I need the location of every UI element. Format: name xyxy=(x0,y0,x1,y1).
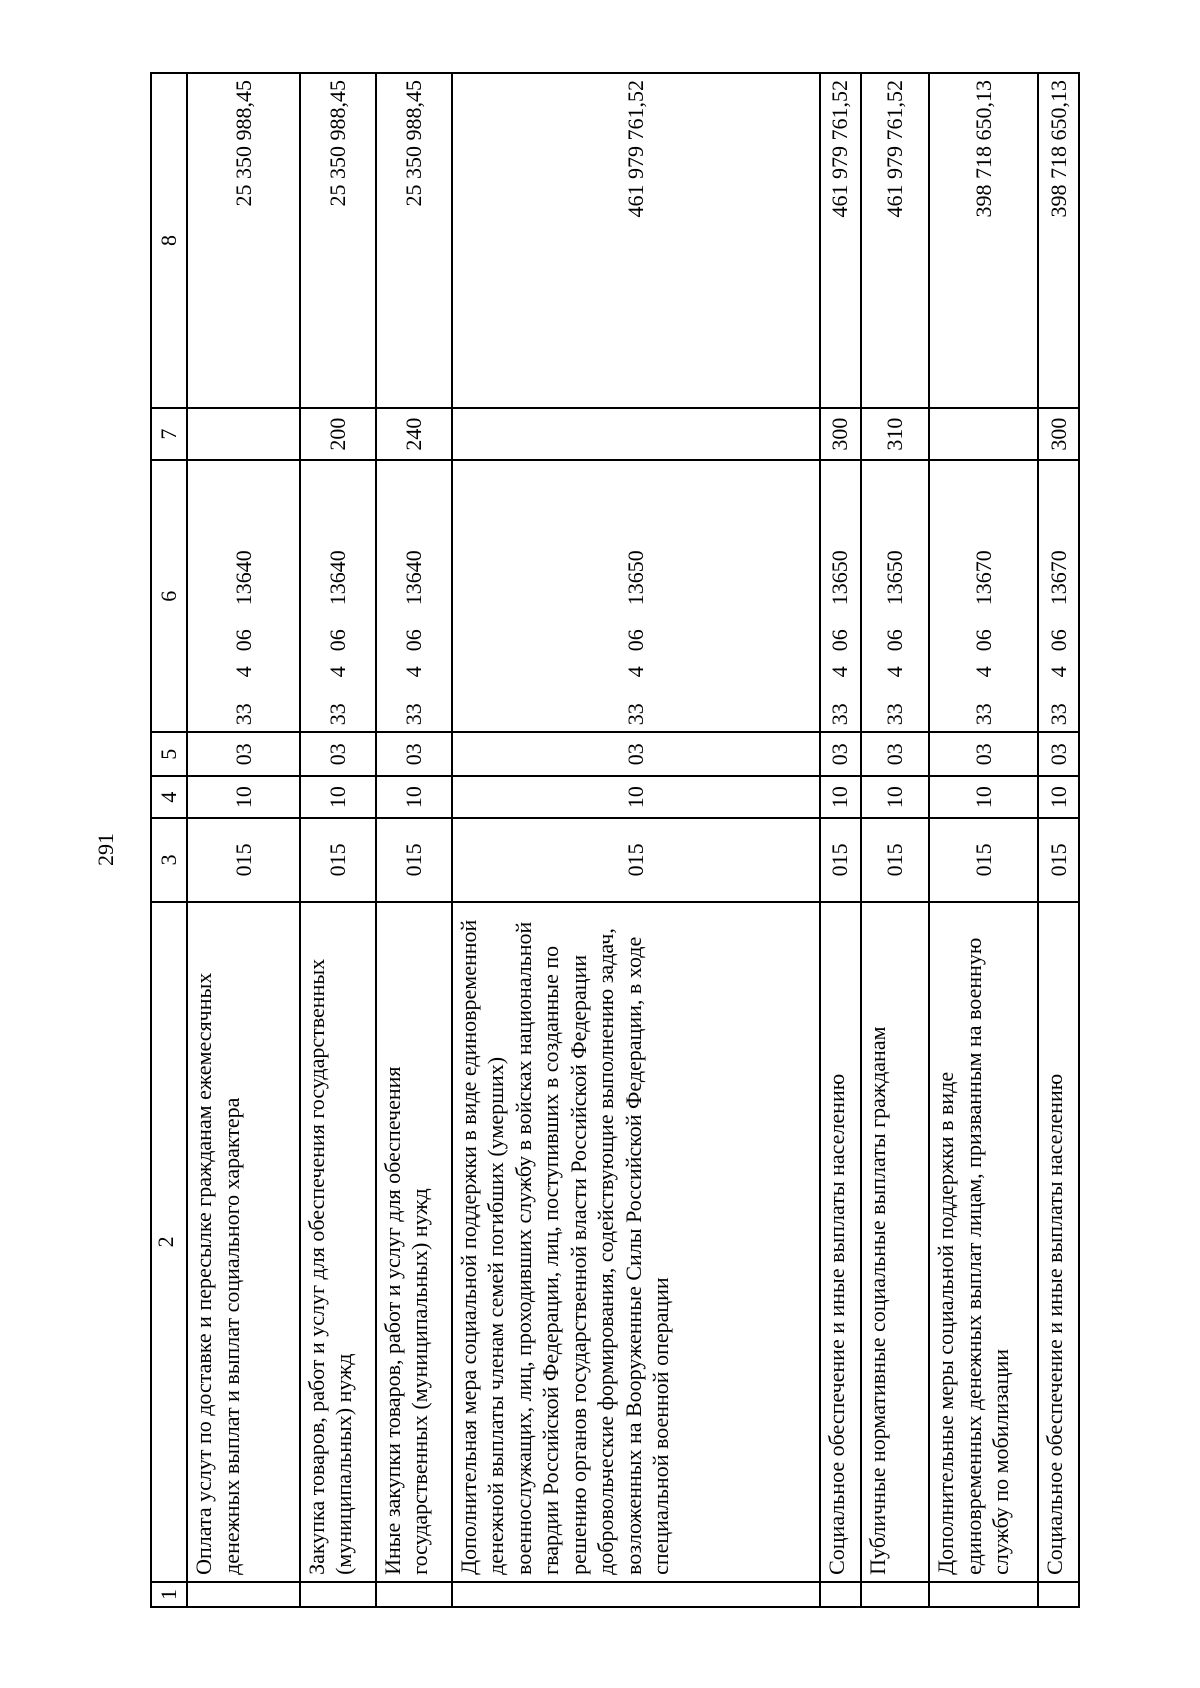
table-row xyxy=(820,73,861,1607)
cell-code-7 xyxy=(187,408,300,460)
header-col-6: 6 xyxy=(151,460,187,732)
target-code-part: 33 xyxy=(623,703,649,726)
table-row xyxy=(300,73,376,1607)
cell-name: Иные закупки товаров, работ и услуг для обеспечения государственных (муниципальных) нужд xyxy=(376,902,452,1582)
cell-name: Дополнительная мера социальной поддержки в виде единовременной денежной выплаты членам семей погибших (умерших) военнослужащих, лиц, проходивших службу в войсках национальной гвардии Российской Федерации, лиц, поступивших в созданные по решению органов государственной власти Российской Федерации добровольческие формирования, содействующие выполнению задач, возложенных на Вооруженные Силы Российской Федерации, в ходе специальной военной операции xyxy=(452,902,820,1582)
page-number: 291 xyxy=(93,833,118,866)
cell-target-code xyxy=(187,460,300,732)
cell-code-5: 03 xyxy=(820,732,861,776)
cell-col-1 xyxy=(861,1582,930,1607)
cell-amount: 461 979 761,52 xyxy=(861,73,930,408)
cell-amount: 398 718 650,13 xyxy=(1038,73,1079,408)
cell-code-3: 015 xyxy=(300,818,376,902)
target-code-part: 06 xyxy=(970,629,996,652)
target-code-part: 06 xyxy=(827,629,853,652)
cell-name: Закупка товаров, работ и услуг для обеспечения государственных (муниципальных) нужд xyxy=(300,902,376,1582)
target-code-part: 06 xyxy=(230,629,256,652)
cell-amount: 461 979 761,52 xyxy=(452,73,820,408)
cell-code-3: 015 xyxy=(376,818,452,902)
header-col-4: 4 xyxy=(151,776,187,818)
table-row xyxy=(452,73,820,1607)
header-col-8: 8 xyxy=(151,73,187,408)
cell-code-4: 10 xyxy=(929,776,1037,818)
target-code-part: 33 xyxy=(970,703,996,726)
cell-code-3: 015 xyxy=(820,818,861,902)
cell-amount: 25 350 988,45 xyxy=(187,73,300,408)
cell-code-7: 240 xyxy=(376,408,452,460)
target-code-part: 06 xyxy=(623,629,649,652)
target-code-part: 33 xyxy=(827,703,853,726)
cell-amount: 461 979 761,52 xyxy=(820,73,861,408)
cell-col-1 xyxy=(376,1582,452,1607)
cell-code-4: 10 xyxy=(820,776,861,818)
cell-code-4: 10 xyxy=(861,776,930,818)
cell-name: Оплата услут по доставке и пересылке гражданам ежемесячных денежных выплат и выплат социального характера xyxy=(187,902,300,1582)
table-row xyxy=(861,73,930,1607)
cell-code-3: 015 xyxy=(452,818,820,902)
cell-code-4: 10 xyxy=(1038,776,1079,818)
table-header-row xyxy=(151,73,187,1607)
target-code-part: 33 xyxy=(882,703,908,726)
cell-col-1 xyxy=(1038,1582,1079,1607)
header-col-1: 1 xyxy=(151,1582,187,1607)
target-code-part: 4 xyxy=(230,666,256,678)
cell-code-7: 300 xyxy=(1038,408,1079,460)
budget-table xyxy=(150,72,1080,1608)
target-code-part: 4 xyxy=(970,666,996,678)
target-code-part: 06 xyxy=(882,629,908,652)
cell-name: Дополнительные меры социальной поддержки в виде единовременных денежных выплат лицам, призванным на военную службу по мобилизации xyxy=(929,902,1037,1582)
cell-col-1 xyxy=(452,1582,820,1607)
cell-target-code xyxy=(452,460,820,732)
cell-code-5: 03 xyxy=(861,732,930,776)
cell-target-code xyxy=(1038,460,1079,732)
cell-code-3: 015 xyxy=(929,818,1037,902)
target-code-part: 4 xyxy=(623,666,649,678)
target-code-part: 4 xyxy=(882,666,908,678)
target-code-part: 33 xyxy=(1045,703,1071,726)
rotated-table-container xyxy=(150,72,1080,1608)
cell-code-4: 10 xyxy=(187,776,300,818)
cell-target-code xyxy=(376,460,452,732)
cell-name: Социальное обеспечение и иные выплаты населению xyxy=(1038,902,1079,1582)
cell-code-7 xyxy=(929,408,1037,460)
cell-code-5: 03 xyxy=(452,732,820,776)
table-row xyxy=(376,73,452,1607)
target-code-part: 33 xyxy=(230,703,256,726)
target-code-part: 13640 xyxy=(230,550,256,606)
header-col-5: 5 xyxy=(151,732,187,776)
header-col-3: 3 xyxy=(151,818,187,902)
cell-code-5: 03 xyxy=(1038,732,1079,776)
header-col-7: 7 xyxy=(151,408,187,460)
cell-col-1 xyxy=(820,1582,861,1607)
target-code-part: 13670 xyxy=(970,550,996,606)
cell-code-5: 03 xyxy=(376,732,452,776)
table-row xyxy=(929,73,1037,1607)
target-code-part: 13650 xyxy=(623,550,649,606)
target-code-part: 4 xyxy=(827,666,853,678)
header-col-2: 2 xyxy=(151,902,187,1582)
cell-amount: 25 350 988,45 xyxy=(376,73,452,408)
cell-amount: 25 350 988,45 xyxy=(300,73,376,408)
cell-code-7: 310 xyxy=(861,408,930,460)
target-code-part: 4 xyxy=(1045,666,1071,678)
cell-target-code xyxy=(820,460,861,732)
cell-code-3: 015 xyxy=(861,818,930,902)
target-code-part: 06 xyxy=(1045,629,1071,652)
cell-name: Публичные нормативные социальные выплаты гражданам xyxy=(861,902,930,1582)
cell-col-1 xyxy=(187,1582,300,1607)
cell-target-code xyxy=(861,460,930,732)
target-code-part: 06 xyxy=(401,629,427,652)
target-code-part: 13650 xyxy=(827,550,853,606)
cell-code-3: 015 xyxy=(1038,818,1079,902)
target-code-part: 06 xyxy=(325,629,351,652)
cell-code-7: 300 xyxy=(820,408,861,460)
target-code-part: 13670 xyxy=(1045,550,1071,606)
cell-code-4: 10 xyxy=(376,776,452,818)
table-row xyxy=(1038,73,1079,1607)
target-code-part: 4 xyxy=(325,666,351,678)
target-code-part: 13640 xyxy=(401,550,427,606)
table-row xyxy=(187,73,300,1607)
cell-code-4: 10 xyxy=(300,776,376,818)
cell-code-5: 03 xyxy=(929,732,1037,776)
cell-target-code xyxy=(929,460,1037,732)
cell-code-5: 03 xyxy=(300,732,376,776)
target-code-part: 4 xyxy=(401,666,427,678)
cell-col-1 xyxy=(300,1582,376,1607)
cell-code-7: 200 xyxy=(300,408,376,460)
cell-amount: 398 718 650,13 xyxy=(929,73,1037,408)
target-code-part: 33 xyxy=(325,703,351,726)
cell-code-7 xyxy=(452,408,820,460)
cell-target-code xyxy=(300,460,376,732)
target-code-part: 33 xyxy=(401,703,427,726)
cell-code-3: 015 xyxy=(187,818,300,902)
target-code-part: 13650 xyxy=(882,550,908,606)
cell-name: Социальное обеспечение и иные выплаты населению xyxy=(820,902,861,1582)
cell-col-1 xyxy=(929,1582,1037,1607)
cell-code-5: 03 xyxy=(187,732,300,776)
cell-code-4: 10 xyxy=(452,776,820,818)
target-code-part: 13640 xyxy=(325,550,351,606)
